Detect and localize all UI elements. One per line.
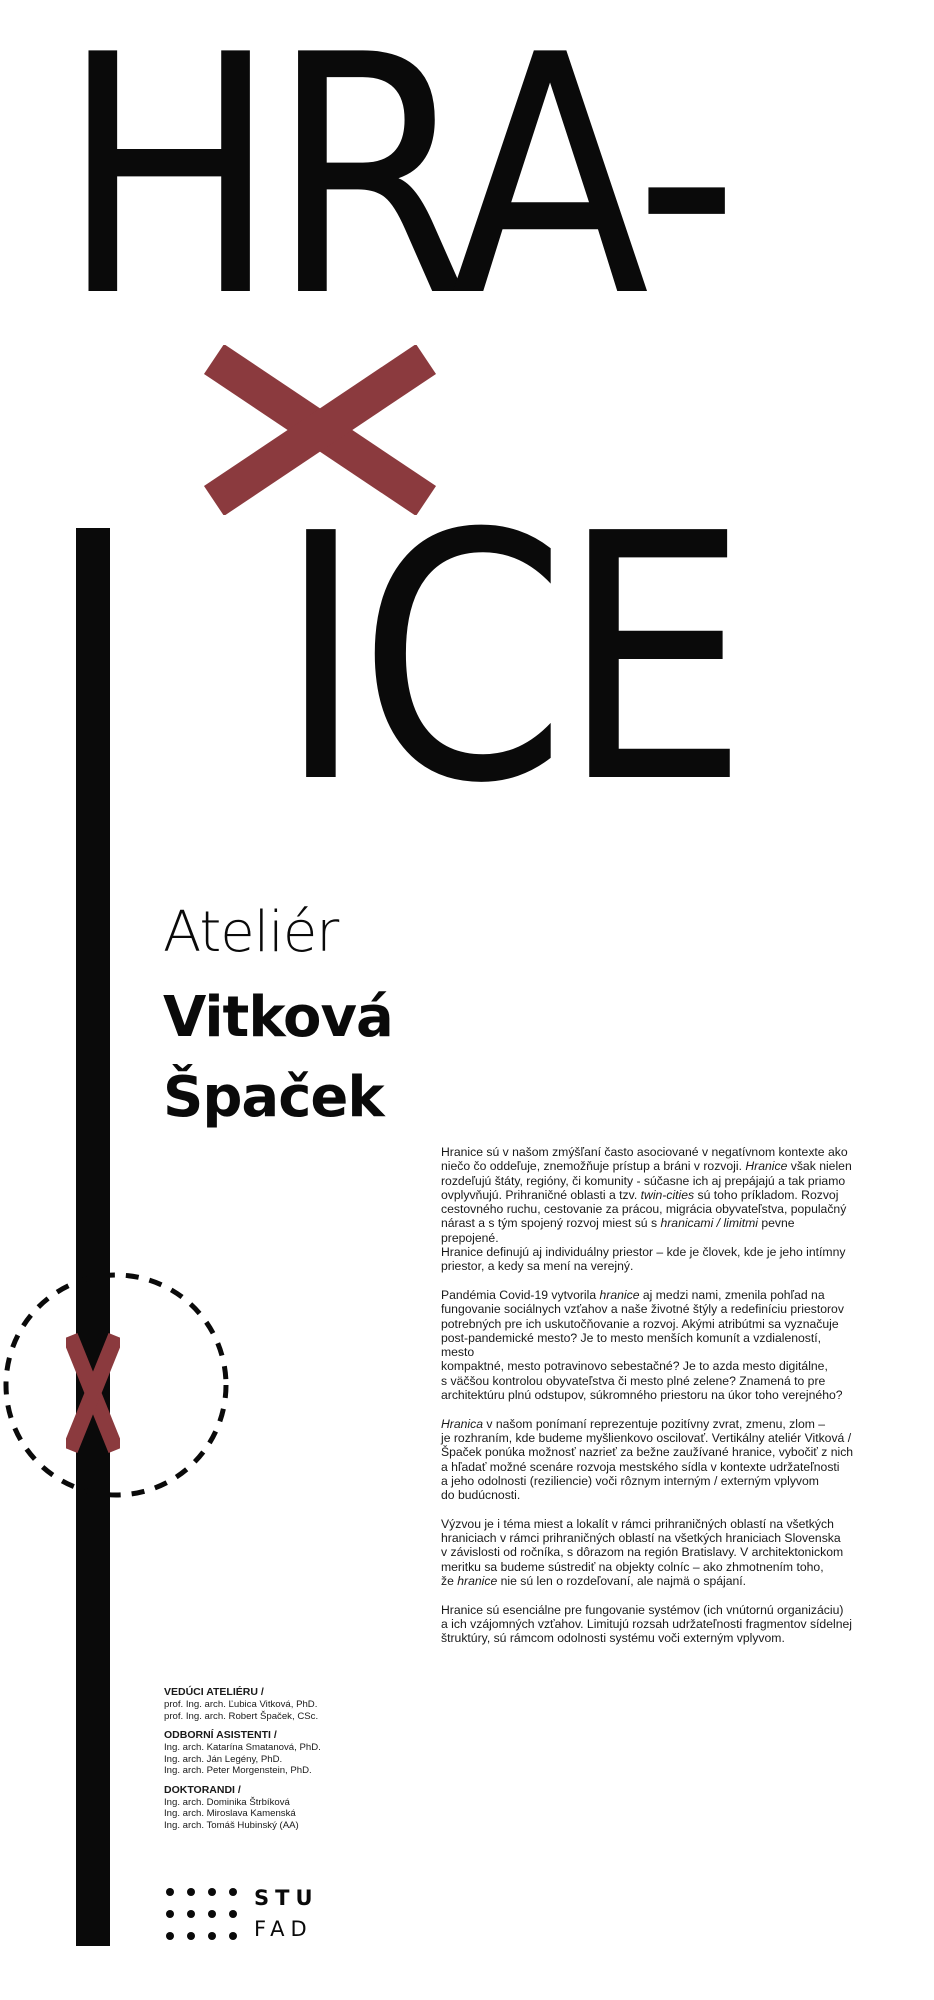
credit-heading: VEDÚCI ATELIÉRU / bbox=[164, 1686, 264, 1698]
logo-dot bbox=[166, 1910, 174, 1918]
credit-name: Ing. arch. Dominika Štrbíková bbox=[164, 1796, 290, 1808]
small-x-icon bbox=[66, 1330, 120, 1456]
stu-fad-logo bbox=[166, 1888, 326, 1948]
credit-heading: DOKTORANDI / bbox=[164, 1783, 241, 1796]
credit-name: Ing. arch. Tomáš Hubinský (AA) bbox=[164, 1819, 299, 1831]
atelier-name-line-1: Vitková bbox=[163, 985, 393, 1050]
paragraph-3: Hranica v našom ponímaní reprezentuje pozitívny zvrat, zmenu, zlom – je rozhraním, kde budeme myšlienkovo oscilovať. Vertikálny ateliér Vitková / Špaček ponúka možnosť nazrieť za bežne zaužívané hranice, vybočiť z nich a hľadať možné scenáre rozvoja mestského sídla v kontexte udržateľnosti a jeho odolnosti (reziliencie) voči rôznym interným / externým vplyvom do budúcnosti. bbox=[441, 1416, 854, 1503]
title-line-2-rest: ICE bbox=[276, 462, 742, 858]
paragraph-4: Výzvou je i téma miest a lokalít v rámci prihraničných oblastí na všetkých hraniciach v rámci prihraničných oblastí na všetkých hraniciach Slovenska v závislosti od ročníka, s dôrazom na región Bratislavy. V architektonickom meritku sa budeme sústrediť na objekty colníc – ako zhmotnením toho, že hranice nie sú len o rozdeľovaní, ale najmä o spájaní. bbox=[441, 1516, 844, 1588]
credit-name: prof. Ing. arch. Ľubica Vitková, PhD. bbox=[164, 1699, 318, 1710]
logo-dot bbox=[208, 1932, 216, 1940]
credit-heading: ODBORNÍ ASISTENTI / bbox=[164, 1729, 277, 1741]
logo-fad-text: FAD bbox=[254, 1917, 313, 1941]
logo-dot bbox=[208, 1888, 216, 1896]
title-line-2 bbox=[60, 462, 742, 858]
logo-dot bbox=[166, 1888, 174, 1896]
dot-grid-icon bbox=[166, 1888, 238, 1944]
atelier-label: Ateliér bbox=[163, 900, 339, 965]
logo-stu-text: STU bbox=[254, 1886, 319, 1910]
atelier-name-line-2: Špaček bbox=[163, 1065, 384, 1130]
logo-dot bbox=[187, 1932, 195, 1940]
big-x-icon bbox=[200, 345, 440, 515]
credit-name: Ing. arch. Ján Legény, PhD. bbox=[164, 1753, 283, 1765]
logo-dot bbox=[187, 1888, 195, 1896]
vertical-border-bar bbox=[76, 528, 110, 1946]
credit-name: prof. Ing. arch. Robert Špaček, CSc. bbox=[164, 1710, 319, 1722]
paragraph-1: Hranice sú v našom zmýšľaní často asociované v negatívnom kontexte ako niečo čo oddeľuje, znemožňuje prístup a bráni v rozvoji. Hranice však nielen rozdeľujú štáty, regióny, či komunity - súčasne ich aj prepájajú a tak priamo ovplyvňujú. Prihraničné oblasti a tzv. twin-cities sú toho príkladom. Rozvoj cestovného ruchu, cestovanie za prácou, migrácia obyvateľstva, populačný nárast a s tým spojený rozvoj miest sú s hranicami / limitmi pevne prepojené. Hranice definujú aj individuálny priestor – kde je človek, kde je jeho intímny priestor, a kedy sa mení na verejný. bbox=[441, 1145, 852, 1274]
logo-dot bbox=[166, 1932, 174, 1940]
credit-group-leaders bbox=[164, 1686, 424, 1722]
credit-name: Ing. arch. Katarína Smatanová, PhD. bbox=[164, 1742, 321, 1753]
paragraph-5: Hranice sú esenciálne pre fungovanie systémov (ich vnútornú organizáciu) a ich vzájomných vzťahov. Limitujú rozsah udržateľnosti fragmentov sídelnej štruktúry, sú rámcom odolnosti systému voči externým vplyvom. bbox=[441, 1602, 852, 1646]
credit-group-doctoral bbox=[164, 1784, 424, 1832]
logo-dot bbox=[187, 1910, 195, 1918]
title-line-1: HRA- bbox=[60, 0, 731, 369]
credits bbox=[164, 1686, 424, 1838]
body-text bbox=[441, 1145, 855, 1660]
paragraph-2: Pandémia Covid-19 vytvorila hranice aj medzi nami, zmenila pohľad na fungovanie sociálnych vzťahov a naše životné štýly a redefiníciu priestorov potrebných pre ich uskutočňovanie a rozvoj. Akými atribútmi sa vyznačuje post-pandemické mesto? Je to mesto menších komunít a vzdialeností, mesto kompaktné, mesto potravinovo sebestačné? Je to azda mesto digitálne, s väčšou kontrolou obyvateľstva či mesto plné zelene? Znamená to pre architektúru plnú odstupov, súkromného priestoru na úkor toho verejného? bbox=[441, 1287, 844, 1403]
logo-dot bbox=[229, 1888, 237, 1896]
credit-name: Ing. arch. Miroslava Kamenská bbox=[164, 1808, 296, 1819]
logo-dot bbox=[229, 1932, 237, 1940]
credit-group-assistants bbox=[164, 1729, 424, 1777]
logo-dot bbox=[208, 1910, 216, 1918]
credit-name: Ing. arch. Peter Morgenstein, PhD. bbox=[164, 1765, 312, 1776]
logo-dot bbox=[229, 1910, 237, 1918]
